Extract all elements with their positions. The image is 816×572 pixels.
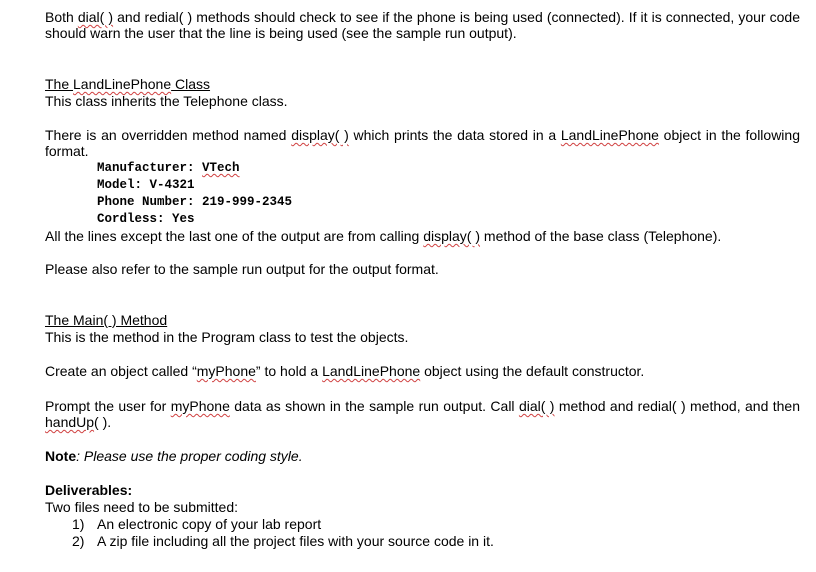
output-line-phone: Phone Number: 219-999-2345 [97,195,293,209]
prompt-paragraph: Prompt the user for myPhone data as shown in the sample run output. Call dial( ) method and redial( ) method, and then handUp( ). [45,398,800,430]
refer-paragraph: Please also refer to the sample run output for the output format. [45,261,439,277]
list-item: 2) A zip file including all the project files with your source code in it. [72,533,494,549]
landline-class-heading: The LandLinePhone Class [45,76,211,92]
landline-class-intro: This class inherits the Telephone class. [45,93,288,109]
main-method-heading: The Main( ) Method [45,312,168,328]
output-line-model: Model: V-4321 [97,178,195,192]
create-object-paragraph: Create an object called “myPhone” to hold a LandLinePhone object using the default constructor. [45,363,645,379]
main-method-intro: This is the method in the Program class to test the objects. [45,329,409,345]
dial-method-ref: dial( ) [77,9,114,25]
text: and redial( ) methods should check to see if the phone is being used (connected). If it is connected, your code should warn the user that the line is being used (see the sample run output). [45,9,800,41]
deliverables-intro: Two files need to be submitted: [45,499,238,515]
output-explanation: All the lines except the last one of the output are from calling display( ) method of the base class (Telephone). [45,228,722,244]
note-label: Note [45,448,77,464]
text: Both [45,9,78,25]
list-item: 1) An electronic copy of your lab report [72,516,322,532]
intro-paragraph [45,9,800,41]
note-paragraph [45,448,800,464]
deliverables-heading: Deliverables: [45,482,133,498]
display-method-paragraph: There is an overridden method named display( ) which prints the data stored in a LandLinePhone object in the following format. [45,127,800,159]
output-line-manufacturer: Manufacturer: VTech [97,161,240,175]
output-line-cordless: Cordless: Yes [97,212,195,226]
note-text: : Please use the proper coding style. [76,448,303,464]
